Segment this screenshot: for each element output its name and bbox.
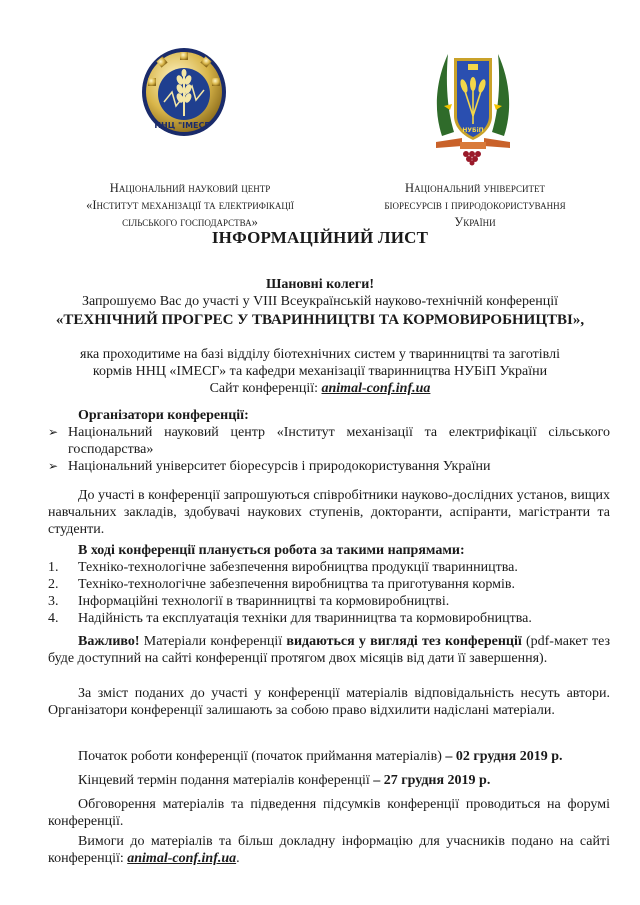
direction-item: [48, 559, 610, 576]
conference-name: «ТЕХНІЧНИЙ ПРОГРЕС У ТВАРИННИЦТВІ ТА КОРМОВИРОБНИЦТВІ»,: [55, 312, 585, 328]
start-date: [48, 748, 610, 765]
direction-text: Інформаційні технології в тваринництві та кормовиробництві.: [78, 594, 450, 609]
nubip-coat-of-arms-icon: [432, 46, 514, 166]
important-bold: видаються у вигляді тез конференції: [286, 634, 522, 649]
directions-heading-text: В ході конференції планується робота за такими напрямами:: [78, 543, 465, 558]
end-text: Кінцевий термін подання матеріалів конференції: [78, 773, 374, 788]
start-text: Початок роботи конференції (початок приймання матеріалів): [78, 749, 446, 764]
organizer-item: [48, 458, 610, 475]
svg-text:ННЦ "ІМЕСГ": ННЦ "ІМЕСГ": [154, 121, 214, 130]
responsibility-note: За зміст поданих до участі у конференції матеріалів відповідальність несуть автори. Організатори конференції залишають за собою право відхилити надіслані матеріали.: [48, 686, 610, 718]
directions-heading: [78, 542, 465, 559]
forum-note: Обговорення матеріалів та підведення підсумків конференції проводиться на форумі конференції.: [48, 797, 610, 829]
start-date-value: – 02 грудня 2019 р.: [445, 749, 563, 764]
organizers-list: [48, 424, 610, 475]
direction-item: [48, 576, 610, 593]
important-lead: Важливо!: [78, 634, 140, 649]
direction-item: [48, 593, 610, 610]
direction-number: 1.: [48, 560, 59, 575]
important-part1: Матеріали конференції: [139, 634, 287, 649]
site-label: Сайт конференції:: [209, 381, 322, 396]
right-org-line: біоресурсів і природокористування: [384, 198, 566, 212]
direction-text: Надійність та експлуатація техніки для тваринництва та кормовиробництва.: [78, 611, 532, 626]
direction-number: 4.: [48, 611, 59, 626]
invitation-text: Запрошуємо Вас до участі у VIII Всеукраїнській науково-технічній конференції: [82, 294, 558, 309]
requirements-site-link[interactable]: animal-conf.inf.ua: [127, 851, 237, 866]
right-org-line: України: [454, 215, 496, 229]
document-title: ІНФОРМАЦІЙНИЙ ЛИСТ: [211, 228, 429, 247]
nnc-imesg-logo-icon: [140, 46, 228, 138]
end-date: [48, 772, 610, 789]
end-date-value: – 27 грудня 2019 р.: [373, 773, 491, 788]
arrow-bullet-icon: ➢: [48, 459, 59, 473]
direction-text: Техніко-технологічне забезпечення виробництва продукції тваринництва.: [78, 560, 518, 575]
venue-line: яка проходитиме на базі відділу біотехнічних систем у тваринництві та заготівлі: [80, 347, 560, 362]
direction-text: Техніко-технологічне забезпечення виробництва та приготування кормів.: [78, 577, 516, 592]
important-note: [48, 633, 610, 667]
left-org-line: сільського господарства»: [122, 215, 258, 229]
organizer-item: [48, 424, 610, 458]
organizers-heading-suffix: :: [244, 408, 249, 423]
left-org-line: «Інститут механізації та електрифікації: [86, 198, 294, 212]
organizers-heading-text: Організатори конференції: [78, 408, 245, 423]
left-organization-name: [40, 180, 340, 231]
invited-participants: До участі в конференції запрошуються співробітники науково-дослідних установ, вищих навчальних закладів, здобувачі наукових ступенів, докторанти, аспіранти, магістранти та студенти.: [48, 488, 610, 537]
greeting: Шановні колеги!: [266, 277, 374, 292]
right-organization-name: [330, 180, 620, 231]
direction-number: 2.: [48, 577, 59, 592]
site-link[interactable]: animal-conf.inf.ua: [321, 381, 431, 396]
venue-line: кормів ННЦ «ІМЕСГ» та кафедри механізації тваринництва НУБіП України: [92, 364, 548, 379]
right-org-line: Національний університет: [405, 181, 545, 195]
organizer-text: Національний університет біоресурсів і природокористування України: [68, 459, 491, 474]
organizer-text: Національний науковий центр «Інститут механізації та електрифікації сільського господарства»: [68, 425, 610, 457]
requirements-suffix: .: [236, 851, 240, 866]
organizers-heading: [78, 407, 249, 424]
directions-list: [48, 559, 610, 627]
conference-site: [0, 380, 640, 397]
direction-number: 3.: [48, 594, 59, 609]
important-part2: (pdf-макет тез буде доступний на сайті конференції протягом двох місяців від дати її завершення).: [48, 634, 610, 666]
svg-text:НУБіП: НУБіП: [462, 127, 484, 134]
direction-item: [48, 610, 610, 627]
left-org-line: Національний науковий центр: [109, 181, 271, 195]
requirements-note: [48, 833, 610, 867]
requirements-text: Вимоги до матеріалів та більш докладну інформацію для учасників подано на сайті конференції:: [48, 834, 610, 866]
arrow-bullet-icon: ➢: [48, 425, 59, 439]
venue-text: [0, 346, 640, 380]
